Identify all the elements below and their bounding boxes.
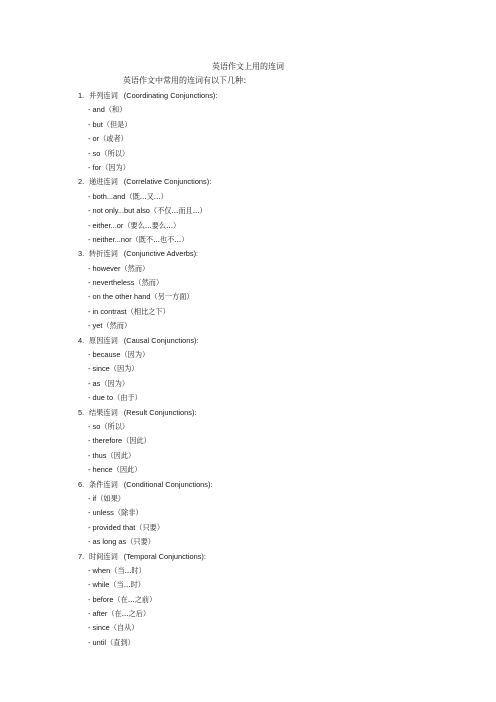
list-item: - as long as（只要） xyxy=(88,537,155,547)
list-item: - so（所以） xyxy=(88,148,130,158)
list-item: - before（在...之前） xyxy=(88,594,157,604)
section-title-zh: 转折连词 xyxy=(89,249,118,259)
list-item: - neither...nor（既不...也不...） xyxy=(88,234,189,244)
list-item: - until（直到） xyxy=(88,637,135,647)
section-title-en: (Temporal Conjunctions): xyxy=(123,551,206,561)
section-title-en: (Correlative Conjunctions): xyxy=(123,177,212,187)
list-item: - since（自从） xyxy=(88,623,139,633)
list-item: - either...or（要么...要么...） xyxy=(88,220,181,230)
section-title-zh: 递进连词 xyxy=(89,177,118,187)
section-heading xyxy=(78,406,478,420)
section-number: 6. xyxy=(78,479,85,489)
list-item: - but（但是） xyxy=(88,119,132,129)
section-title-zh: 并列连词 xyxy=(89,91,118,100)
list-item: - after（在...之后） xyxy=(88,609,151,619)
list-item: - thus（因此） xyxy=(88,450,136,460)
section-title-zh: 条件连词 xyxy=(89,479,118,489)
list-item: - provided that（只要） xyxy=(88,522,165,532)
section-title-en: (Conjunctive Adverbs): xyxy=(123,249,199,259)
list-item: - on the other hand（另一方面） xyxy=(88,292,194,302)
list-item: - however（然而） xyxy=(88,263,150,273)
section-number: 4. xyxy=(78,335,85,345)
list-item: - and（和） xyxy=(88,105,127,115)
list-item: - as（因为） xyxy=(88,378,130,388)
list-item: - if（如果） xyxy=(88,493,125,503)
section-number: 7. xyxy=(78,551,85,561)
section-title-en: (Result Conjunctions): xyxy=(123,407,197,417)
list-item: - since（因为） xyxy=(88,364,139,374)
section-heading xyxy=(78,89,478,103)
list-item: - while（当...时） xyxy=(88,580,145,590)
list-item: - not only...but also（不仅...而且...） xyxy=(88,206,207,216)
section-title-en: (Coordinating Conjunctions): xyxy=(123,91,218,100)
section-heading xyxy=(78,334,478,348)
section-number: 2. xyxy=(78,177,85,187)
section-title-en: (Causal Conjunctions): xyxy=(123,335,199,345)
section-number: 5. xyxy=(78,407,85,417)
section-heading xyxy=(78,175,478,189)
section-title-en: (Conditional Conjunctions): xyxy=(123,479,213,489)
section-heading xyxy=(78,247,478,261)
intro-text: 英语作文中常用的连词有以下几种： xyxy=(123,76,251,85)
list-item: - both...and（既...又...） xyxy=(88,191,168,201)
section-number: 1. xyxy=(78,91,85,100)
list-item: - in contrast（相比之下） xyxy=(88,306,170,316)
document-title: 英语作文上用的连词 xyxy=(212,62,284,71)
section-number: 3. xyxy=(78,249,85,259)
section-title-zh: 原因连词 xyxy=(89,335,118,345)
section-title-zh: 时间连词 xyxy=(89,551,118,561)
list-item: - yet（然而） xyxy=(88,321,132,331)
section-title-zh: 结果连词 xyxy=(89,407,118,417)
document-body xyxy=(78,89,478,650)
list-item: - nevertheless（然而） xyxy=(88,278,164,288)
list-item: - because（因为） xyxy=(88,350,150,360)
list-item: - for（因为） xyxy=(88,162,130,172)
list-item: - so（所以） xyxy=(88,421,130,431)
section-heading xyxy=(78,550,478,564)
section-heading xyxy=(78,478,478,492)
list-item: - hence（因此） xyxy=(88,465,142,475)
list-item: - when（当...时） xyxy=(88,565,146,575)
list-item: - due to（由于） xyxy=(88,393,142,403)
list-item: - or（或者） xyxy=(88,134,128,144)
list-item: - therefore（因此） xyxy=(88,436,151,446)
list-item: - unless（除非） xyxy=(88,508,143,518)
